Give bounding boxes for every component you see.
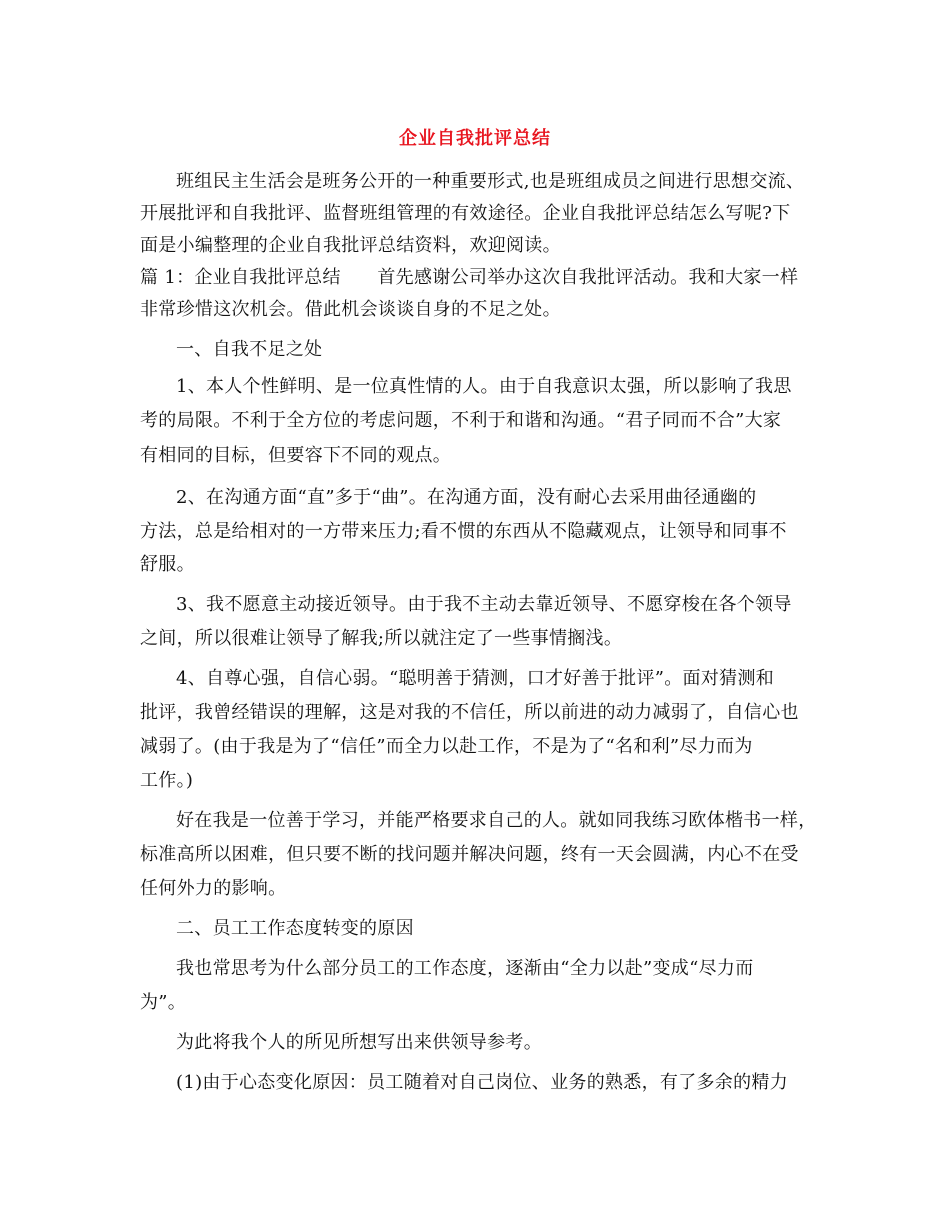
paragraph-line: 2、在沟通方面“直”多于“曲”。在沟通方面，没有耐心去采用曲径通幽的 [176,487,757,508]
paragraph-line: 好在我是一位善于学习，并能严格要求自己的人。就如同我练习欧体楷书一样， [176,810,817,831]
paragraph-line: 班组民主生活会是班务公开的一种重要形式,也是班组成员之间进行思想交流、 [176,171,805,192]
paragraph-line: 为此将我个人的所见所想写出来供领导参考。 [176,1032,542,1053]
paragraph-line: 篇 1：企业自我批评总结 首先感谢公司举办这次自我批评活动。我和大家一样 [140,267,799,288]
paragraph-line: 我也常思考为什么部分员工的工作态度，逐渐由“全力以赴”变成“尽力而 [176,958,754,979]
section-heading: 二、员工工作态度转变的原因 [176,918,414,939]
paragraph-line: 舒服。 [140,554,195,575]
document-title: 企业自我批评总结 [399,128,551,149]
paragraph-line: 为”。 [140,992,187,1013]
paragraph-line: 工作。) [140,770,194,791]
paragraph-line: 任何外力的影响。 [140,878,287,899]
paragraph-line: 有相同的目标，但要容下不同的观点。 [140,445,452,466]
paragraph-line: 考的局限。不利于全方位的考虑问题，不利于和谐和沟通。“君子同而不合”大家 [140,410,782,431]
paragraph-line: 之间，所以很难让领导了解我;所以就注定了一些事情搁浅。 [140,628,623,649]
paragraph-line: 开展批评和自我批评、监督班组管理的有效途径。企业自我批评总结怎么写呢?下 [140,203,791,224]
paragraph-line: 减弱了。(由于我是为了“信任”而全力以赴工作，不是为了“名和利”尽力而为 [140,736,753,757]
paragraph-line: 1、本人个性鲜明、是一位真性情的人。由于自我意识太强，所以影响了我思 [176,376,792,397]
paragraph-line: 4、自尊心强，自信心弱。“聪明善于猜测，口才好善于批评”。面对猜测和 [176,668,775,689]
section-heading: 一、自我不足之处 [176,339,323,360]
paragraph-line: 标准高所以困难，但只要不断的找问题并解决问题，终有一天会圆满，内心不在受 [140,844,799,865]
paragraph-line: 非常珍惜这次机会。借此机会谈谈自身的不足之处。 [140,299,561,320]
paragraph-line: 3、我不愿意主动接近领导。由于我不主动去靠近领导、不愿穿梭在各个领导 [176,594,792,615]
paragraph-line: (1)由于心态变化原因：员工随着对自己岗位、业务的熟悉，有了多余的精力 [176,1072,788,1093]
paragraph-line: 面是小编整理的企业自我批评总结资料，欢迎阅读。 [140,235,561,256]
paragraph-line: 方法，总是给相对的一方带来压力;看不惯的东西从不隐藏观点，让领导和同事不 [140,521,787,542]
paragraph-line: 批评，我曾经错误的理解，这是对我的不信任，所以前进的动力减弱了，自信心也 [140,702,799,723]
